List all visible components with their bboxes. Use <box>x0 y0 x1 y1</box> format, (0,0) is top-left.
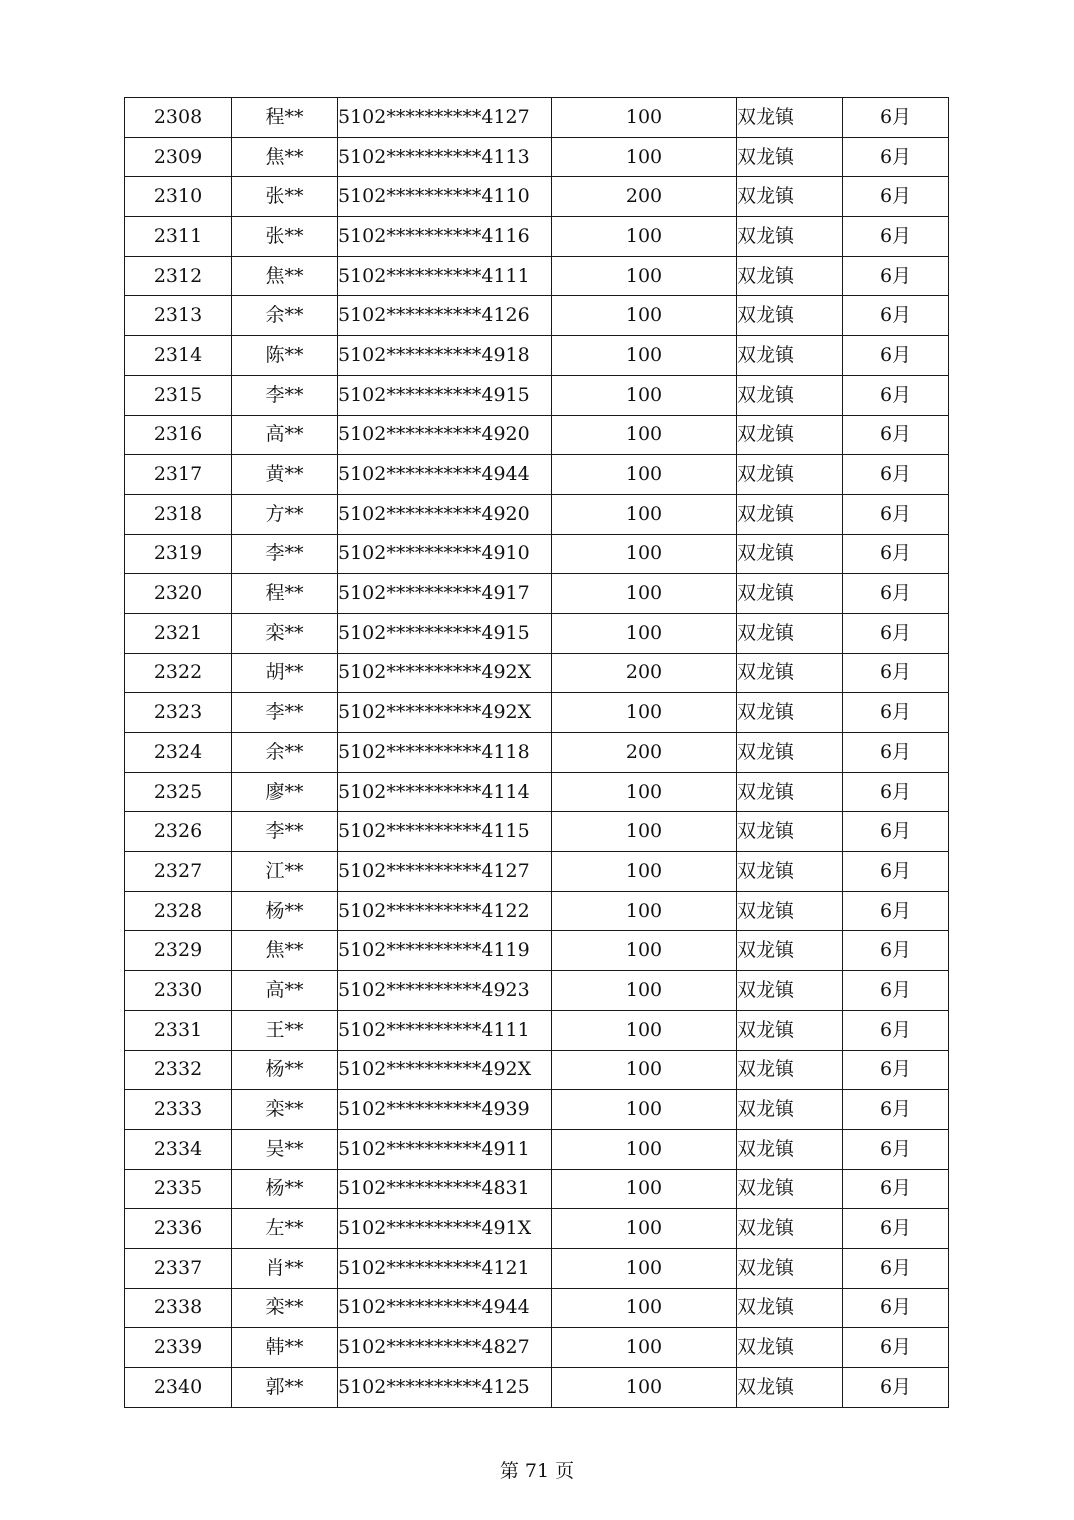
page-number: 第 71 页 <box>499 1460 575 1482</box>
town-cell: 双龙镇 <box>737 494 843 534</box>
town-cell: 双龙镇 <box>737 1368 843 1408</box>
id-number-cell: 5102**********4827 <box>338 1328 552 1368</box>
name-cell: 廖** <box>232 772 338 812</box>
row-number-cell: 2330 <box>125 971 232 1011</box>
month-cell: 6月 <box>843 812 949 852</box>
row-number-cell: 2322 <box>125 653 232 693</box>
id-number-cell: 5102**********4126 <box>338 296 552 336</box>
id-number-cell: 5102**********492X <box>338 653 552 693</box>
amount-cell: 100 <box>552 931 737 971</box>
name-cell: 黄** <box>232 455 338 495</box>
month-cell: 6月 <box>843 455 949 495</box>
table-row <box>125 137 949 177</box>
table-row <box>125 256 949 296</box>
id-number-cell: 5102**********491X <box>338 1209 552 1249</box>
amount-cell: 100 <box>552 1328 737 1368</box>
town-cell: 双龙镇 <box>737 772 843 812</box>
town-cell: 双龙镇 <box>737 1010 843 1050</box>
name-cell: 焦** <box>232 137 338 177</box>
month-cell: 6月 <box>843 1169 949 1209</box>
name-cell: 李** <box>232 812 338 852</box>
town-cell: 双龙镇 <box>737 613 843 653</box>
row-number-cell: 2318 <box>125 494 232 534</box>
table-row <box>125 415 949 455</box>
name-cell: 栾** <box>232 1288 338 1328</box>
month-cell: 6月 <box>843 1050 949 1090</box>
id-number-cell: 5102**********4125 <box>338 1368 552 1408</box>
roster-table-body <box>125 98 949 1408</box>
amount-cell: 100 <box>552 574 737 614</box>
row-number-cell: 2328 <box>125 891 232 931</box>
name-cell: 杨** <box>232 891 338 931</box>
table-row <box>125 177 949 217</box>
id-number-cell: 5102**********4910 <box>338 534 552 574</box>
name-cell: 陈** <box>232 336 338 376</box>
table-row <box>125 336 949 376</box>
name-cell: 余** <box>232 733 338 773</box>
id-number-cell: 5102**********4831 <box>338 1169 552 1209</box>
month-cell: 6月 <box>843 1288 949 1328</box>
id-number-cell: 5102**********4918 <box>338 336 552 376</box>
name-cell: 程** <box>232 98 338 138</box>
town-cell: 双龙镇 <box>737 256 843 296</box>
table-row <box>125 534 949 574</box>
id-number-cell: 5102**********4111 <box>338 256 552 296</box>
amount-cell: 100 <box>552 693 737 733</box>
name-cell: 郭** <box>232 1368 338 1408</box>
row-number-cell: 2335 <box>125 1169 232 1209</box>
amount-cell: 100 <box>552 1209 737 1249</box>
town-cell: 双龙镇 <box>737 1090 843 1130</box>
row-number-cell: 2319 <box>125 534 232 574</box>
amount-cell: 100 <box>552 217 737 257</box>
row-number-cell: 2314 <box>125 336 232 376</box>
row-number-cell: 2325 <box>125 772 232 812</box>
month-cell: 6月 <box>843 494 949 534</box>
town-cell: 双龙镇 <box>737 653 843 693</box>
name-cell: 江** <box>232 852 338 892</box>
row-number-cell: 2324 <box>125 733 232 773</box>
table-row <box>125 653 949 693</box>
month-cell: 6月 <box>843 375 949 415</box>
name-cell: 吴** <box>232 1129 338 1169</box>
name-cell: 杨** <box>232 1169 338 1209</box>
name-cell: 李** <box>232 693 338 733</box>
amount-cell: 100 <box>552 534 737 574</box>
month-cell: 6月 <box>843 971 949 1011</box>
table-row <box>125 574 949 614</box>
amount-cell: 100 <box>552 455 737 495</box>
table-row <box>125 772 949 812</box>
row-number-cell: 2333 <box>125 1090 232 1130</box>
town-cell: 双龙镇 <box>737 1288 843 1328</box>
table-row <box>125 931 949 971</box>
table-row <box>125 971 949 1011</box>
town-cell: 双龙镇 <box>737 574 843 614</box>
id-number-cell: 5102**********4939 <box>338 1090 552 1130</box>
month-cell: 6月 <box>843 1368 949 1408</box>
name-cell: 张** <box>232 177 338 217</box>
amount-cell: 100 <box>552 812 737 852</box>
row-number-cell: 2331 <box>125 1010 232 1050</box>
name-cell: 韩** <box>232 1328 338 1368</box>
amount-cell: 100 <box>552 1248 737 1288</box>
id-number-cell: 5102**********4920 <box>338 494 552 534</box>
name-cell: 李** <box>232 375 338 415</box>
name-cell: 王** <box>232 1010 338 1050</box>
amount-cell: 100 <box>552 1090 737 1130</box>
id-number-cell: 5102**********492X <box>338 693 552 733</box>
id-number-cell: 5102**********4114 <box>338 772 552 812</box>
month-cell: 6月 <box>843 693 949 733</box>
amount-cell: 100 <box>552 1129 737 1169</box>
table-row <box>125 1169 949 1209</box>
row-number-cell: 2321 <box>125 613 232 653</box>
town-cell: 双龙镇 <box>737 177 843 217</box>
name-cell: 焦** <box>232 931 338 971</box>
name-cell: 栾** <box>232 1090 338 1130</box>
town-cell: 双龙镇 <box>737 852 843 892</box>
month-cell: 6月 <box>843 1209 949 1249</box>
amount-cell: 100 <box>552 1010 737 1050</box>
amount-cell: 100 <box>552 891 737 931</box>
amount-cell: 100 <box>552 772 737 812</box>
row-number-cell: 2308 <box>125 98 232 138</box>
month-cell: 6月 <box>843 336 949 376</box>
month-cell: 6月 <box>843 256 949 296</box>
amount-cell: 100 <box>552 336 737 376</box>
town-cell: 双龙镇 <box>737 1169 843 1209</box>
table-row <box>125 1288 949 1328</box>
id-number-cell: 5102**********4121 <box>338 1248 552 1288</box>
table-row <box>125 1209 949 1249</box>
town-cell: 双龙镇 <box>737 217 843 257</box>
row-number-cell: 2316 <box>125 415 232 455</box>
row-number-cell: 2339 <box>125 1328 232 1368</box>
month-cell: 6月 <box>843 1010 949 1050</box>
id-number-cell: 5102**********4923 <box>338 971 552 1011</box>
table-row <box>125 1050 949 1090</box>
amount-cell: 100 <box>552 256 737 296</box>
town-cell: 双龙镇 <box>737 1050 843 1090</box>
town-cell: 双龙镇 <box>737 336 843 376</box>
row-number-cell: 2312 <box>125 256 232 296</box>
id-number-cell: 5102**********4127 <box>338 852 552 892</box>
table-row <box>125 217 949 257</box>
town-cell: 双龙镇 <box>737 137 843 177</box>
row-number-cell: 2317 <box>125 455 232 495</box>
row-number-cell: 2320 <box>125 574 232 614</box>
town-cell: 双龙镇 <box>737 98 843 138</box>
row-number-cell: 2310 <box>125 177 232 217</box>
month-cell: 6月 <box>843 137 949 177</box>
table-row <box>125 375 949 415</box>
row-number-cell: 2332 <box>125 1050 232 1090</box>
id-number-cell: 5102**********4118 <box>338 733 552 773</box>
amount-cell: 100 <box>552 98 737 138</box>
id-number-cell: 5102**********4911 <box>338 1129 552 1169</box>
table-row <box>125 1368 949 1408</box>
town-cell: 双龙镇 <box>737 375 843 415</box>
month-cell: 6月 <box>843 733 949 773</box>
month-cell: 6月 <box>843 534 949 574</box>
amount-cell: 200 <box>552 177 737 217</box>
month-cell: 6月 <box>843 1129 949 1169</box>
row-number-cell: 2311 <box>125 217 232 257</box>
id-number-cell: 5102**********4915 <box>338 375 552 415</box>
month-cell: 6月 <box>843 415 949 455</box>
month-cell: 6月 <box>843 891 949 931</box>
id-number-cell: 5102**********4944 <box>338 1288 552 1328</box>
table-row <box>125 296 949 336</box>
row-number-cell: 2313 <box>125 296 232 336</box>
town-cell: 双龙镇 <box>737 891 843 931</box>
table-row <box>125 852 949 892</box>
row-number-cell: 2340 <box>125 1368 232 1408</box>
month-cell: 6月 <box>843 296 949 336</box>
id-number-cell: 5102**********4127 <box>338 98 552 138</box>
row-number-cell: 2309 <box>125 137 232 177</box>
amount-cell: 100 <box>552 375 737 415</box>
amount-cell: 200 <box>552 653 737 693</box>
name-cell: 焦** <box>232 256 338 296</box>
month-cell: 6月 <box>843 772 949 812</box>
month-cell: 6月 <box>843 98 949 138</box>
id-number-cell: 5102**********4113 <box>338 137 552 177</box>
name-cell: 杨** <box>232 1050 338 1090</box>
town-cell: 双龙镇 <box>737 455 843 495</box>
month-cell: 6月 <box>843 1248 949 1288</box>
row-number-cell: 2338 <box>125 1288 232 1328</box>
name-cell: 胡** <box>232 653 338 693</box>
amount-cell: 100 <box>552 613 737 653</box>
id-number-cell: 5102**********4110 <box>338 177 552 217</box>
town-cell: 双龙镇 <box>737 415 843 455</box>
id-number-cell: 5102**********4116 <box>338 217 552 257</box>
town-cell: 双龙镇 <box>737 1248 843 1288</box>
row-number-cell: 2336 <box>125 1209 232 1249</box>
town-cell: 双龙镇 <box>737 812 843 852</box>
roster-table <box>124 97 949 1408</box>
table-row <box>125 733 949 773</box>
town-cell: 双龙镇 <box>737 931 843 971</box>
amount-cell: 100 <box>552 1288 737 1328</box>
id-number-cell: 5102**********4920 <box>338 415 552 455</box>
table-row <box>125 98 949 138</box>
id-number-cell: 5102**********4111 <box>338 1010 552 1050</box>
table-row <box>125 1129 949 1169</box>
name-cell: 高** <box>232 971 338 1011</box>
town-cell: 双龙镇 <box>737 733 843 773</box>
month-cell: 6月 <box>843 931 949 971</box>
id-number-cell: 5102**********4944 <box>338 455 552 495</box>
town-cell: 双龙镇 <box>737 296 843 336</box>
amount-cell: 100 <box>552 852 737 892</box>
town-cell: 双龙镇 <box>737 1129 843 1169</box>
row-number-cell: 2323 <box>125 693 232 733</box>
name-cell: 肖** <box>232 1248 338 1288</box>
name-cell: 李** <box>232 534 338 574</box>
name-cell: 左** <box>232 1209 338 1249</box>
name-cell: 方** <box>232 494 338 534</box>
town-cell: 双龙镇 <box>737 1328 843 1368</box>
amount-cell: 100 <box>552 296 737 336</box>
table-row <box>125 693 949 733</box>
table-row <box>125 455 949 495</box>
table-row <box>125 891 949 931</box>
table-row <box>125 1090 949 1130</box>
name-cell: 程** <box>232 574 338 614</box>
id-number-cell: 5102**********4917 <box>338 574 552 614</box>
row-number-cell: 2327 <box>125 852 232 892</box>
table-row <box>125 613 949 653</box>
id-number-cell: 5102**********4119 <box>338 931 552 971</box>
town-cell: 双龙镇 <box>737 1209 843 1249</box>
month-cell: 6月 <box>843 1328 949 1368</box>
amount-cell: 100 <box>552 1368 737 1408</box>
amount-cell: 100 <box>552 415 737 455</box>
month-cell: 6月 <box>843 574 949 614</box>
amount-cell: 100 <box>552 971 737 1011</box>
month-cell: 6月 <box>843 1090 949 1130</box>
amount-cell: 200 <box>552 733 737 773</box>
table-row <box>125 812 949 852</box>
table-row <box>125 494 949 534</box>
month-cell: 6月 <box>843 613 949 653</box>
amount-cell: 100 <box>552 1050 737 1090</box>
table-row <box>125 1010 949 1050</box>
amount-cell: 100 <box>552 494 737 534</box>
month-cell: 6月 <box>843 177 949 217</box>
name-cell: 高** <box>232 415 338 455</box>
id-number-cell: 5102**********4915 <box>338 613 552 653</box>
amount-cell: 100 <box>552 137 737 177</box>
town-cell: 双龙镇 <box>737 693 843 733</box>
row-number-cell: 2334 <box>125 1129 232 1169</box>
row-number-cell: 2337 <box>125 1248 232 1288</box>
table-row <box>125 1248 949 1288</box>
name-cell: 栾** <box>232 613 338 653</box>
id-number-cell: 5102**********492X <box>338 1050 552 1090</box>
row-number-cell: 2315 <box>125 375 232 415</box>
row-number-cell: 2326 <box>125 812 232 852</box>
town-cell: 双龙镇 <box>737 971 843 1011</box>
name-cell: 张** <box>232 217 338 257</box>
table-row <box>125 1328 949 1368</box>
id-number-cell: 5102**********4122 <box>338 891 552 931</box>
month-cell: 6月 <box>843 852 949 892</box>
month-cell: 6月 <box>843 653 949 693</box>
month-cell: 6月 <box>843 217 949 257</box>
row-number-cell: 2329 <box>125 931 232 971</box>
town-cell: 双龙镇 <box>737 534 843 574</box>
id-number-cell: 5102**********4115 <box>338 812 552 852</box>
amount-cell: 100 <box>552 1169 737 1209</box>
name-cell: 余** <box>232 296 338 336</box>
